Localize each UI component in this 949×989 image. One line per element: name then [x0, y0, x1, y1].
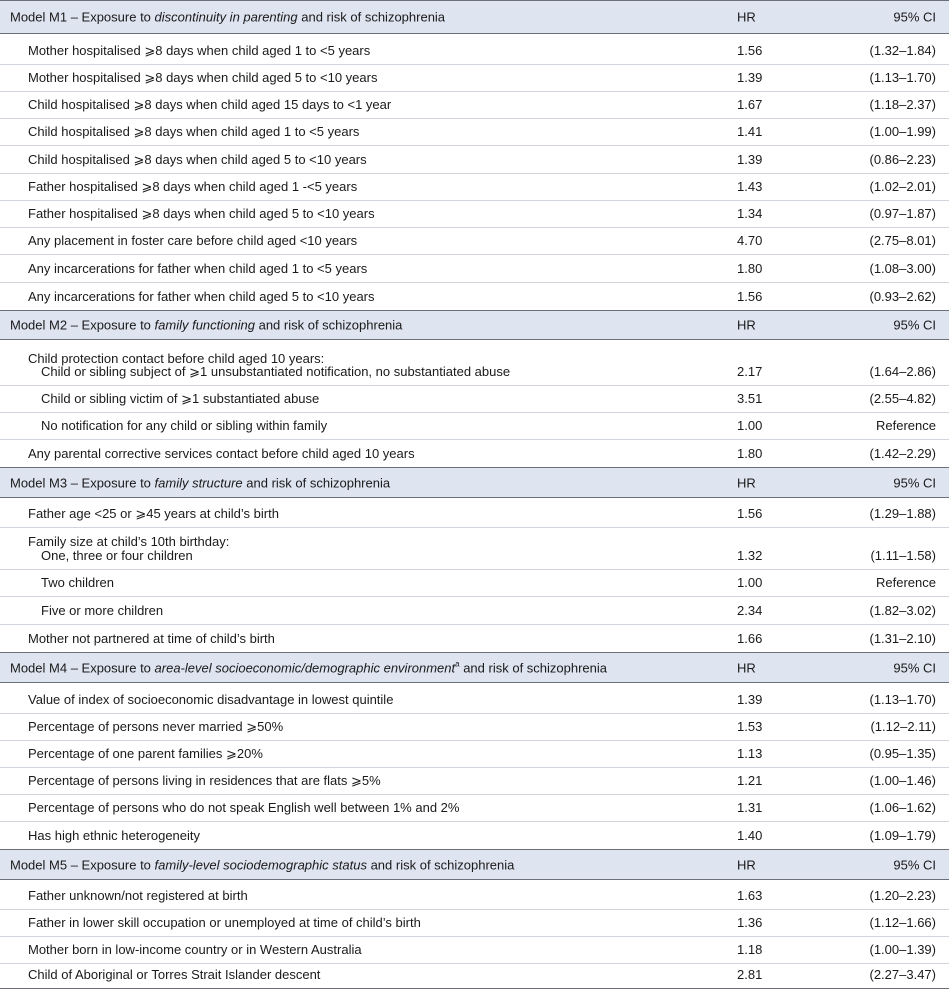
hr-column-header: HR	[737, 317, 756, 333]
ci-value: (2.27–3.47)	[869, 967, 936, 982]
ci-value: (1.06–1.62)	[869, 800, 936, 815]
table-row	[0, 597, 949, 625]
row-label: Value of index of socioeconomic disadvantage in lowest quintile	[28, 692, 394, 707]
ci-value: (0.95–1.35)	[869, 746, 936, 761]
hr-value: 1.66	[737, 631, 763, 646]
ci-value: (1.02–2.01)	[869, 179, 936, 194]
table-row	[0, 498, 949, 528]
row-label: Child or sibling subject of ⩾1 unsubstantiated notification, no substantiated abuse	[41, 364, 511, 379]
table-row	[0, 741, 949, 768]
hr-value: 2.81	[737, 967, 763, 982]
row-label: Father hospitalised ⩾8 days when child aged 5 to <10 years	[28, 206, 375, 221]
table-row	[0, 822, 949, 849]
row-label: Child or sibling victim of ⩾1 substantiated abuse	[41, 391, 320, 406]
table-row	[0, 201, 949, 228]
hr-column-header: HR	[737, 9, 756, 25]
ci-column-header: 95% CI	[893, 475, 936, 490]
row-label: Father unknown/not registered at birth	[28, 888, 248, 903]
hr-column-header: HR	[737, 857, 756, 872]
table-row	[0, 340, 949, 386]
ci-value: (1.12–2.11)	[870, 719, 936, 734]
table-row	[0, 146, 949, 174]
hr-column-header: HR	[737, 475, 756, 490]
hr-value: 1.39	[737, 152, 763, 167]
hr-value: 1.31	[737, 800, 763, 815]
row-label: Five or more children	[41, 603, 164, 618]
ci-value: (1.11–1.58)	[870, 548, 936, 563]
model-title: Model M2 – Exposure to family functioning and risk of schizophrenia	[10, 317, 403, 333]
hr-value: 2.34	[737, 603, 763, 618]
row-label: Father age <25 or ⩾45 years at child’s birth	[28, 506, 279, 521]
row-subheading: Family size at child’s 10th birthday:	[28, 534, 230, 549]
ci-value: (1.00–1.39)	[869, 942, 936, 957]
ci-value: Reference	[876, 418, 936, 433]
ci-column-header: 95% CI	[893, 660, 936, 675]
table-row	[0, 386, 949, 413]
ci-value: (1.13–1.70)	[869, 692, 936, 707]
ci-value: (1.32–1.84)	[869, 43, 936, 58]
table-row	[0, 768, 949, 795]
hr-value: 1.32	[737, 548, 763, 563]
hr-value: 1.40	[737, 828, 763, 843]
table-row	[0, 255, 949, 283]
row-label: No notification for any child or sibling within family	[41, 418, 328, 433]
row-label: Two children	[41, 575, 114, 590]
row-label: Child of Aboriginal or Torres Strait Islander descent	[28, 967, 321, 982]
hr-value: 2.17	[737, 364, 763, 379]
hr-value: 1.39	[737, 692, 763, 707]
row-subheading: Child protection contact before child aged 10 years:	[28, 351, 325, 366]
ci-value: (0.93–2.62)	[869, 289, 936, 304]
ci-value: (1.18–2.37)	[869, 97, 936, 112]
row-label: Child hospitalised ⩾8 days when child aged 1 to <5 years	[28, 124, 360, 139]
ci-value: (1.08–3.00)	[869, 261, 936, 276]
table-row	[0, 34, 949, 65]
ci-value: (2.75–8.01)	[869, 233, 936, 248]
row-label: Mother hospitalised ⩾8 days when child aged 5 to <10 years	[28, 70, 378, 85]
model-header-m5	[0, 849, 949, 880]
hr-value: 1.00	[737, 418, 763, 433]
table-row	[0, 570, 949, 597]
ci-value: (1.00–1.46)	[869, 773, 936, 788]
row-label: Any incarcerations for father when child aged 5 to <10 years	[28, 289, 375, 304]
row-label: Any parental corrective services contact before child aged 10 years	[28, 446, 415, 461]
table-row	[0, 283, 949, 310]
table-row	[0, 65, 949, 92]
model-title: Model M3 – Exposure to family structure and risk of schizophrenia	[10, 475, 391, 490]
row-label: Percentage of one parent families ⩾20%	[28, 746, 263, 761]
table-row	[0, 625, 949, 652]
row-label: Any incarcerations for father when child aged 1 to <5 years	[28, 261, 368, 276]
model-title: Model M1 – Exposure to discontinuity in parenting and risk of schizophrenia	[10, 9, 446, 25]
ci-value: (1.82–3.02)	[869, 603, 936, 618]
hr-value: 3.51	[737, 391, 763, 406]
table-row	[0, 683, 949, 714]
ci-value: (1.20–2.23)	[869, 888, 936, 903]
hr-value: 1.63	[737, 888, 763, 903]
ci-value: (1.12–1.66)	[869, 915, 936, 930]
ci-value: (1.00–1.99)	[869, 124, 936, 139]
hr-column-header: HR	[737, 660, 756, 675]
hr-value: 1.13	[737, 746, 763, 761]
row-label: Has high ethnic heterogeneity	[28, 828, 201, 843]
table-row	[0, 880, 949, 910]
ci-value: (1.42–2.29)	[869, 446, 936, 461]
ci-value: (1.09–1.79)	[869, 828, 936, 843]
row-label: Any placement in foster care before child aged <10 years	[28, 233, 358, 248]
model-header-m3	[0, 467, 949, 498]
hr-value: 1.80	[737, 446, 763, 461]
hr-value: 4.70	[737, 233, 763, 248]
hr-value: 1.21	[737, 773, 763, 788]
row-label: Percentage of persons living in residences that are flats ⩾5%	[28, 773, 381, 788]
hr-value: 1.36	[737, 915, 763, 930]
hr-value: 1.56	[737, 506, 763, 521]
row-label: Percentage of persons who do not speak English well between 1% and 2%	[28, 800, 460, 815]
table-row	[0, 440, 949, 467]
table-row	[0, 795, 949, 822]
hr-value: 1.34	[737, 206, 763, 221]
ci-value: (1.64–2.86)	[869, 364, 936, 379]
table-row	[0, 174, 949, 201]
ci-value: (1.31–2.10)	[869, 631, 936, 646]
hr-value: 1.00	[737, 575, 763, 590]
hr-value: 1.53	[737, 719, 763, 734]
table-row	[0, 910, 949, 937]
hr-value: 1.56	[737, 289, 763, 304]
hr-value: 1.39	[737, 70, 763, 85]
hr-value: 1.41	[737, 124, 763, 139]
row-label: Mother hospitalised ⩾8 days when child aged 1 to <5 years	[28, 43, 371, 58]
row-label: Percentage of persons never married ⩾50%	[28, 719, 284, 734]
table-row	[0, 413, 949, 440]
ci-value: (0.86–2.23)	[869, 152, 936, 167]
model-header-m4	[0, 652, 949, 683]
table-row	[0, 119, 949, 146]
row-label: Father in lower skill occupation or unemployed at time of child’s birth	[28, 915, 421, 930]
hr-value: 1.18	[737, 942, 763, 957]
ci-value: (1.13–1.70)	[869, 70, 936, 85]
table-row	[0, 964, 949, 989]
table-row	[0, 528, 949, 570]
row-label: Child hospitalised ⩾8 days when child aged 15 days to <1 year	[28, 97, 392, 112]
ci-value: (2.55–4.82)	[869, 391, 936, 406]
table-row	[0, 228, 949, 255]
row-label: Mother not partnered at time of child’s birth	[28, 631, 275, 646]
ci-column-header: 95% CI	[893, 9, 936, 25]
table-row	[0, 92, 949, 119]
row-label: Child hospitalised ⩾8 days when child aged 5 to <10 years	[28, 152, 367, 167]
row-label: One, three or four children	[41, 548, 193, 563]
ci-value: (1.29–1.88)	[869, 506, 936, 521]
model-header-m2	[0, 310, 949, 340]
row-label: Mother born in low-income country or in Western Australia	[28, 942, 362, 957]
model-title: Model M4 – Exposure to area-level socioeconomic/demographic environment$^a$ and risk of schizophrenia	[10, 659, 608, 675]
ci-column-header: 95% CI	[893, 317, 936, 333]
table-row	[0, 714, 949, 741]
hr-value: 1.43	[737, 179, 763, 194]
hr-value: 1.80	[737, 261, 763, 276]
model-title: Model M5 – Exposure to family-level sociodemographic status and risk of schizophrenia	[10, 857, 515, 872]
hr-value: 1.67	[737, 97, 763, 112]
hr-value: 1.56	[737, 43, 763, 58]
ci-column-header: 95% CI	[893, 857, 936, 872]
ci-value: (0.97–1.87)	[869, 206, 936, 221]
row-label: Father hospitalised ⩾8 days when child aged 1 -<5 years	[28, 179, 358, 194]
model-header-m1	[0, 0, 949, 34]
table-row	[0, 937, 949, 964]
ci-value: Reference	[876, 575, 936, 590]
